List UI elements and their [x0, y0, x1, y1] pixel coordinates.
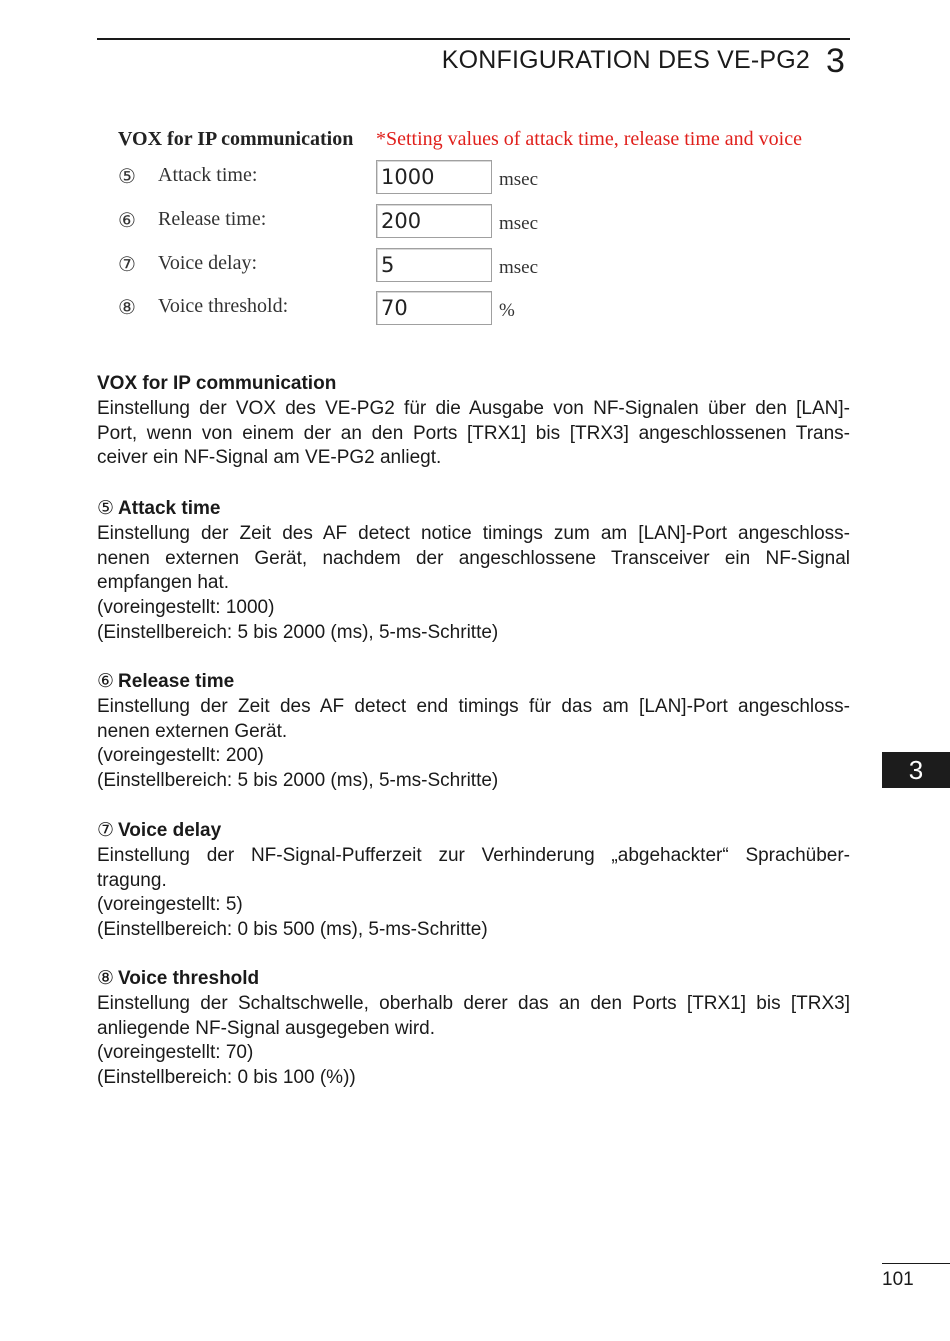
section-line: anliegende NF-Signal ausgegeben wird. — [97, 1017, 436, 1039]
section-title-text: Attack time — [118, 498, 221, 519]
default-value: (voreingestellt: 200) — [97, 745, 264, 767]
item-number: ⑤ — [97, 497, 115, 519]
section-voice-threshold — [97, 966, 850, 1091]
section-line: nenen externen Gerät, nachdem der angeschlossene Transceiver ein NF-Signal — [97, 547, 850, 569]
page-header-title: KONFIGURATION DES VE-PG2 — [441, 46, 810, 74]
release-time-value: 200 — [381, 209, 422, 233]
row-number: ⑦ — [118, 252, 136, 276]
section-line: Einstellung der NF-Signal-Pufferzeit zur Verhinderung „abgehackter“ Sprachüber- — [97, 844, 850, 866]
default-value: (voreingestellt: 5) — [97, 894, 243, 916]
attack-time-unit: msec — [499, 169, 539, 190]
row-number: ⑥ — [118, 208, 136, 232]
voice-threshold-unit: % — [499, 300, 515, 321]
item-number: ⑧ — [97, 967, 115, 989]
value-range: (Einstellbereich: 5 bis 2000 (ms), 5-ms-Schritte) — [97, 621, 499, 643]
default-value: (voreingestellt: 1000) — [97, 597, 275, 619]
attack-time-input[interactable] — [376, 160, 492, 194]
header-rule — [97, 38, 850, 40]
row-number: ⑧ — [118, 295, 136, 319]
attack-time-label: Attack time: — [158, 164, 258, 186]
voice-delay-row — [116, 248, 576, 284]
voice-delay-unit: msec — [499, 257, 539, 278]
release-time-input[interactable] — [376, 204, 492, 238]
value-range: (Einstellbereich: 5 bis 2000 (ms), 5-ms-Schritte) — [97, 770, 499, 792]
voice-threshold-row — [116, 291, 576, 327]
section-title-text: Release time — [118, 671, 235, 692]
page-number: 101 — [882, 1269, 914, 1290]
voice-delay-label: Voice delay: — [158, 252, 258, 274]
release-time-row — [116, 204, 576, 240]
section-release-time — [97, 669, 850, 794]
section-line: Einstellung der VOX des VE-PG2 für die Ausgabe von NF-Signalen über den [LAN]- — [97, 397, 850, 419]
attack-time-value: 1000 — [381, 165, 435, 189]
item-number: ⑦ — [97, 819, 115, 841]
release-time-unit: msec — [499, 213, 539, 234]
voice-threshold-value: 70 — [381, 296, 408, 320]
section-line: Einstellung der Zeit des AF detect end timings für das am [LAN]-Port angeschloss- — [97, 695, 850, 717]
voice-threshold-input[interactable] — [376, 291, 492, 325]
section-title — [97, 966, 850, 992]
section-line: nenen externen Gerät. — [97, 720, 288, 742]
form-note: *Setting values of attack time, release time and voice — [376, 128, 802, 150]
row-number: ⑤ — [118, 164, 136, 188]
voice-delay-input[interactable] — [376, 248, 492, 282]
section-title-text: Voice threshold — [118, 968, 260, 989]
section-line: ceiver ein NF-Signal am VE-PG2 anliegt. — [97, 447, 442, 469]
settings-form-screenshot — [116, 126, 856, 336]
section-line: tragung. — [97, 869, 167, 891]
section-title-text: Voice delay — [118, 820, 222, 841]
default-value: (voreingestellt: 70) — [97, 1042, 254, 1064]
section-line: Port, wenn von einem der an den Ports [TRX1] bis [TRX3] angeschlossenen Trans- — [97, 422, 850, 444]
voice-delay-value: 5 — [381, 253, 395, 277]
section-attack-time — [97, 496, 850, 646]
chapter-number: 3 — [826, 42, 845, 80]
form-heading: VOX for IP communication — [118, 128, 354, 150]
section-vox — [97, 372, 850, 471]
section-line: Einstellung der Schaltschwelle, oberhalb derer das an den Ports [TRX1] bis [TRX3] — [97, 992, 850, 1014]
voice-threshold-label: Voice threshold: — [158, 295, 289, 317]
chapter-side-tab: 3 — [882, 752, 950, 788]
item-number: ⑥ — [97, 670, 115, 692]
section-title — [97, 496, 850, 522]
section-title — [97, 818, 850, 844]
value-range: (Einstellbereich: 0 bis 100 (%)) — [97, 1067, 356, 1089]
section-voice-delay — [97, 818, 850, 943]
value-range: (Einstellbereich: 0 bis 500 (ms), 5-ms-Schritte) — [97, 919, 488, 941]
footer-rule — [882, 1263, 950, 1264]
section-title — [97, 669, 850, 695]
section-line: empfangen hat. — [97, 572, 230, 594]
release-time-label: Release time: — [158, 208, 267, 230]
section-title: VOX for IP communication — [97, 373, 337, 394]
section-line: Einstellung der Zeit des AF detect notice timings zum am [LAN]-Port angeschloss- — [97, 522, 850, 544]
attack-time-row — [116, 160, 576, 196]
